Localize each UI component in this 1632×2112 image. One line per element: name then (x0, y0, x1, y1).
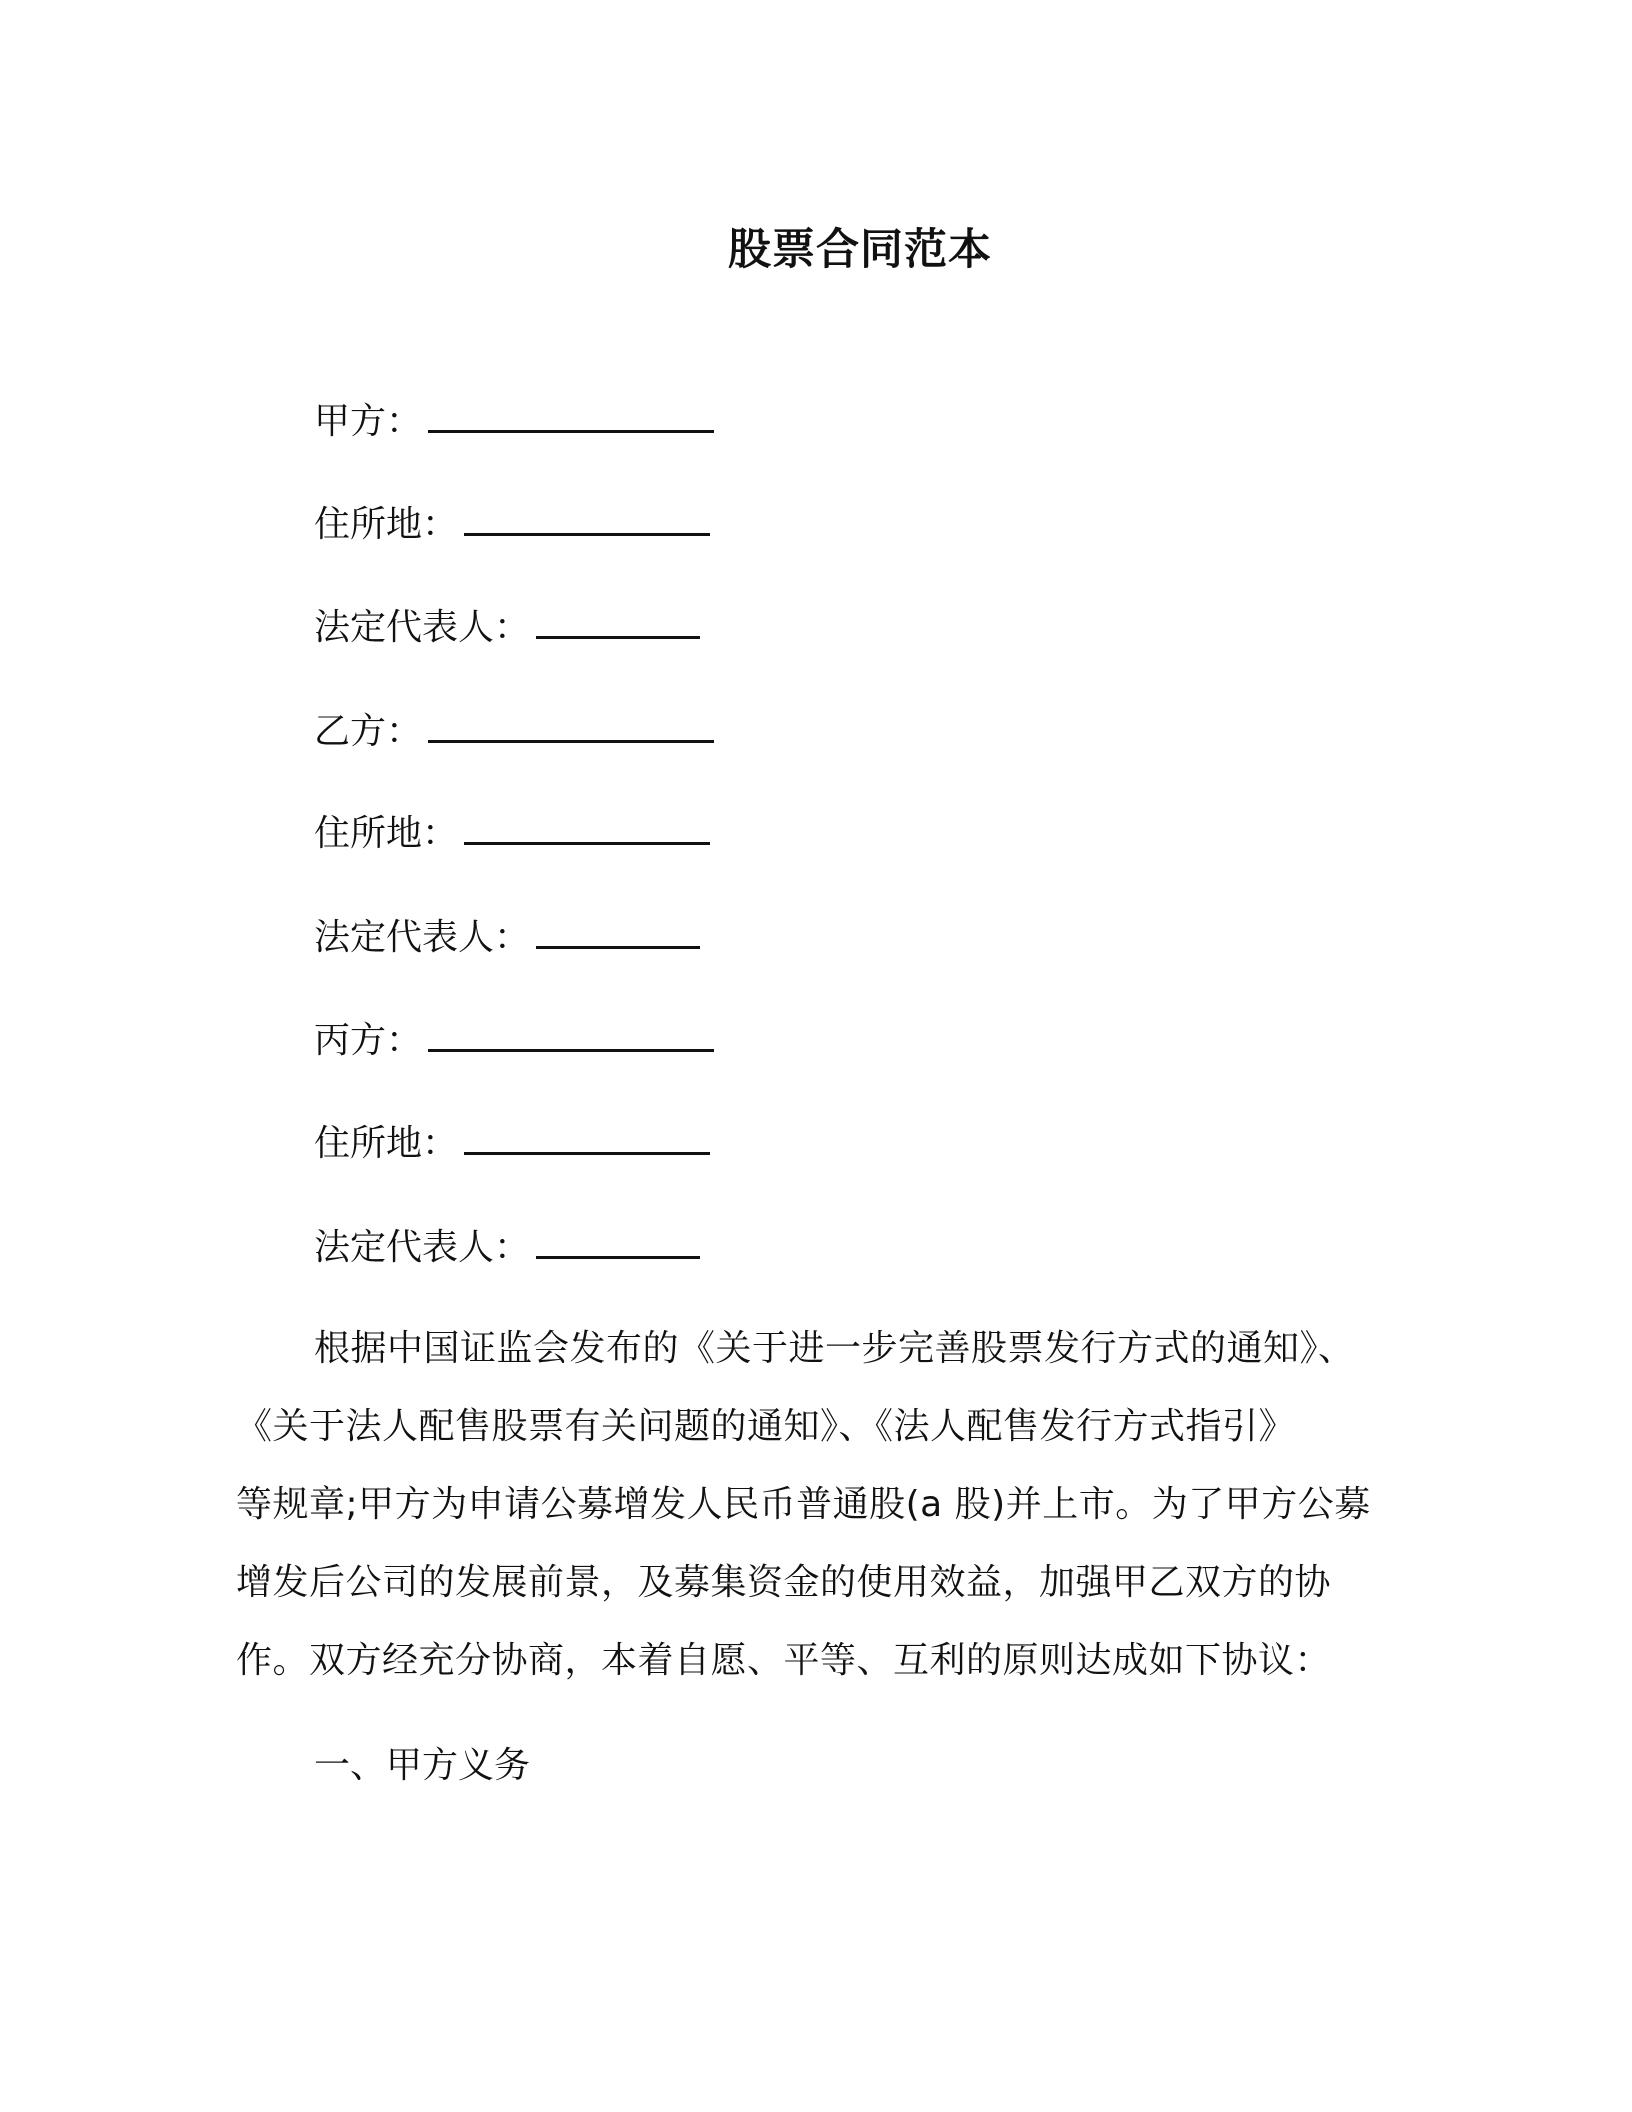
party-b-representative-label: 法定代表人： (314, 917, 531, 958)
party-a-address-blank (464, 499, 710, 536)
party-b-representative-blank (536, 912, 700, 949)
intro-line-2: 《关于法人配售股票有关问题的通知》、《法人配售发行方式指引》 (236, 1406, 1296, 1447)
intro-line-5: 作。双方经充分协商，本着自愿、平等、互利的原则达成如下协议： (236, 1640, 1332, 1681)
intro-line-1: 根据中国证监会发布的《关于进一步完善股票发行方式的通知》、 (314, 1328, 1355, 1369)
party-b-field (314, 706, 714, 756)
party-c-representative-label: 法定代表人： (314, 1227, 531, 1268)
party-b-address-blank (464, 808, 710, 845)
party-a-blank (428, 396, 714, 433)
party-c-field (314, 1015, 714, 1065)
party-a-label: 甲方： (314, 401, 423, 442)
intro-line-3: 等规章;甲方为申请公募增发人民币普通股(a 股)并上市。为了甲方公募 (236, 1484, 1371, 1525)
party-b-address-label: 住所地： (314, 813, 459, 854)
intro-paragraph (236, 1310, 1386, 1700)
party-a-representative-field (314, 602, 700, 652)
party-c-label: 丙方： (314, 1020, 423, 1061)
party-a-address-label: 住所地： (314, 504, 459, 545)
party-c-address-label: 住所地： (314, 1123, 459, 1164)
party-c-representative-blank (536, 1222, 700, 1259)
party-c-address-field (314, 1118, 710, 1168)
section-heading-party-a-obligations: 一、甲方义务 (314, 1745, 531, 1786)
party-b-label: 乙方： (314, 711, 423, 752)
party-b-address-field (314, 808, 710, 858)
party-c-blank (428, 1015, 714, 1052)
party-c-address-blank (464, 1118, 710, 1155)
party-a-representative-blank (536, 602, 700, 639)
party-a-address-field (314, 499, 710, 549)
party-b-representative-field (314, 912, 700, 962)
party-a-representative-label: 法定代表人： (314, 607, 531, 648)
document-title: 股票合同范本 (728, 225, 992, 275)
party-c-representative-field (314, 1222, 700, 1272)
intro-line-4: 增发后公司的发展前景，及募集资金的使用效益，加强甲乙双方的协 (236, 1562, 1332, 1603)
party-b-blank (428, 706, 714, 743)
party-a-field (314, 396, 714, 446)
